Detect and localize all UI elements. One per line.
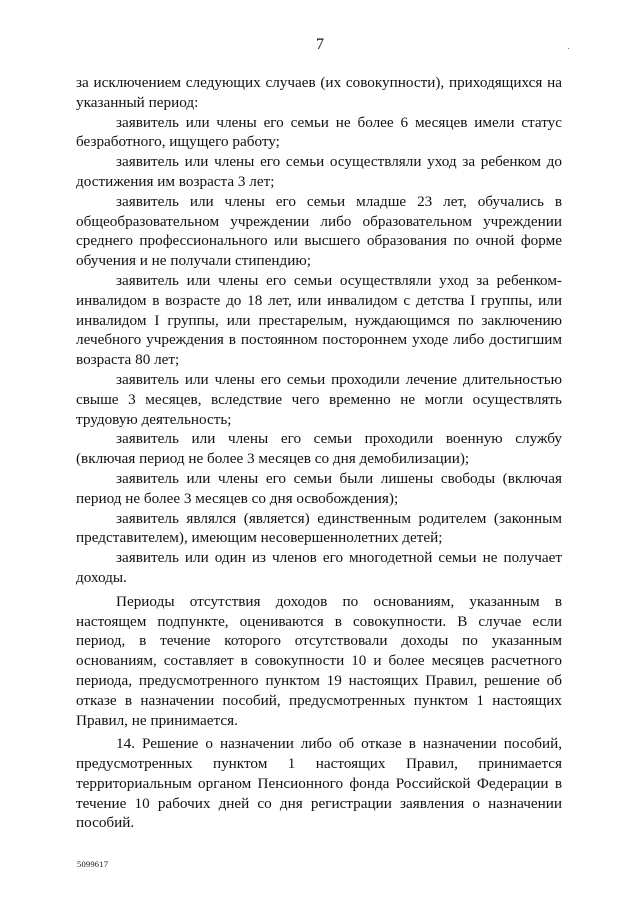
- document-body: [76, 73, 562, 833]
- paragraph-medical-treatment: заявитель или члены его семьи проходили лечение длительностью свыше 3 месяцев, вследствие чего временно не могли осуществлять трудовую деятельность;: [76, 370, 562, 428]
- scan-speck: [568, 48, 569, 49]
- paragraph-item-14: 14. Решение о назначении либо об отказе в назначении пособий, предусмотренных пунктом 1 настоящих Правил, принимается территориальным органом Пенсионного фонда Российской Федерации в течение 10 рабочих дней со дня регистрации заявления о назначении пособий.: [76, 735, 562, 832]
- paragraph-military-service: заявитель или члены его семьи проходили военную службу (включая период не более 3 месяцев со дня демобилизации);: [76, 430, 562, 468]
- paragraph-periods-assessment: Периоды отсутствия доходов по основаниям, указанным в настоящем подпункте, оцениваются в совокупности. В случае если период, в течение которого отсутствовали доходы по указанным основаниям, составляет в совокупности 10 и более месяцев расчетного периода, предусмотренного пунктом 19 настоящих Правил, решение об отказе в назначении пособий, предусмотренных пунктом 1 настоящих Правил, не принимается.: [76, 592, 562, 729]
- paragraph-education: заявитель или члены его семьи младше 23 лет, обучались в общеобразовательном учреждении либо образовательном учреждении среднего профессионального или высшего образования по очной форме обучения и не получали стипендию;: [76, 192, 562, 270]
- page-number: 7: [316, 36, 324, 53]
- paragraph-intro: за исключением следующих случаев (их совокупности), приходящихся на указанный период:: [76, 74, 562, 111]
- document-code: 5099617: [77, 859, 109, 869]
- paragraph-imprisonment: заявитель или члены его семьи были лишены свободы (включая период не более 3 месяцев со дня освобождения);: [76, 469, 562, 507]
- paragraph-large-family: заявитель или один из членов его многодетной семьи не получает доходы.: [76, 549, 562, 586]
- paragraph-unemployed: заявитель или члены его семьи не более 6 месяцев имели статус безработного, ищущего работу;: [76, 113, 562, 151]
- paragraph-childcare: заявитель или члены его семьи осуществляли уход за ребенком до достижения им возраста 3 лет;: [76, 153, 562, 190]
- paragraph-disabled-care: заявитель или члены его семьи осуществляли уход за ребенком-инвалидом в возрасте до 18 лет, или инвалидом с детства I группы, или инвалидом I группы, или престарелым, нуждающимся по заключению лечебного учреждения в постоянном постороннем уходе либо достигшим возраста 80 лет;: [76, 271, 562, 369]
- paragraph-single-parent: заявитель являлся (является) единственным родителем (законным представителем), имеющим несовершеннолетних детей;: [76, 509, 562, 547]
